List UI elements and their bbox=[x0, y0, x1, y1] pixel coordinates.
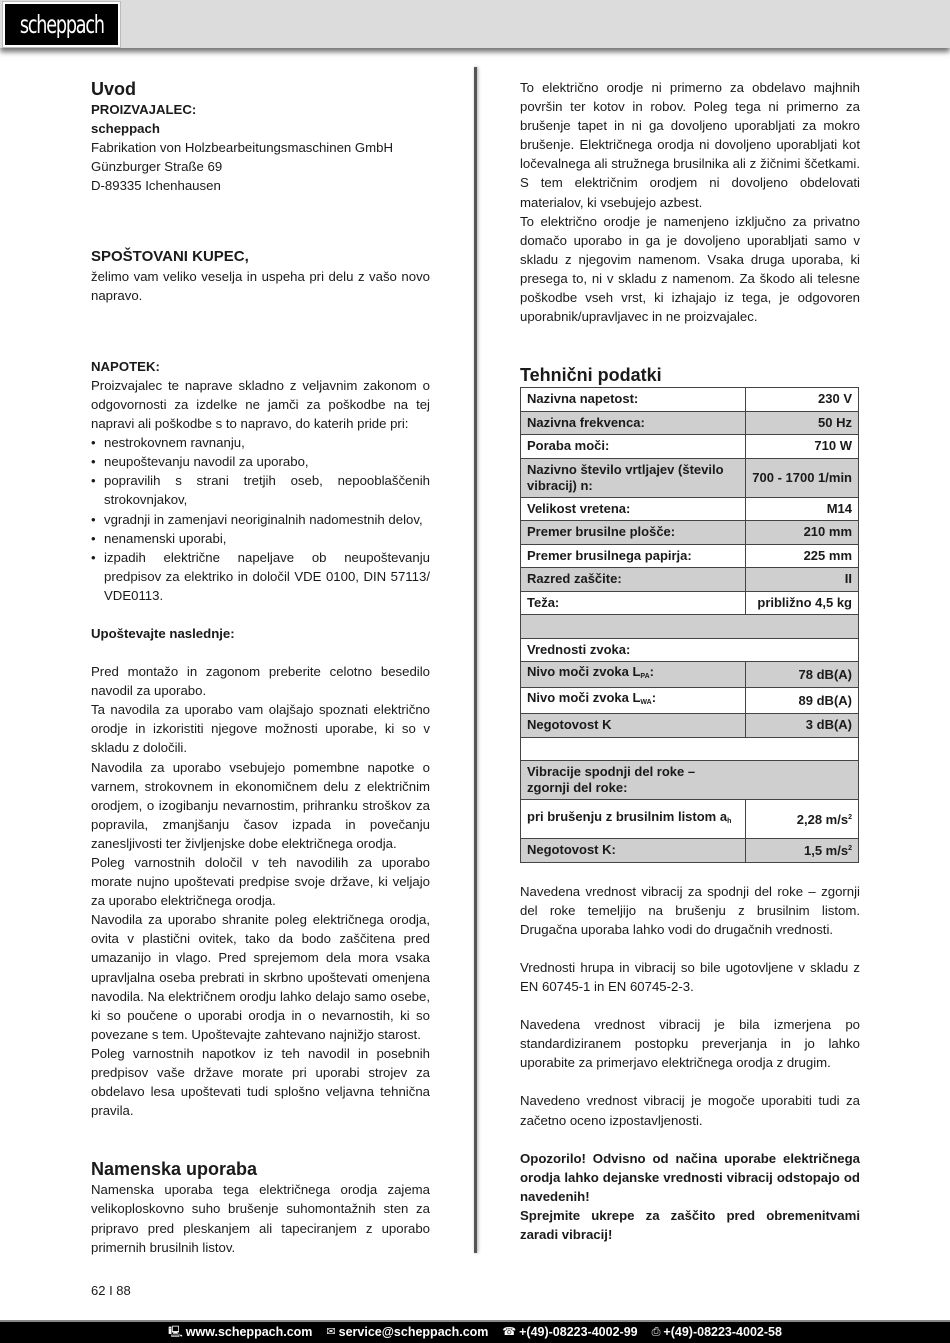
spec-row bbox=[521, 688, 859, 714]
spec-label: Nivo moči zvoka $L_{PA}$: bbox=[521, 662, 746, 688]
observe-paragraph: Pred montažo in zagonom preberite celotno besedilo navodil za uporabo. bbox=[91, 664, 430, 699]
vibration-heading: Vibracije spodnji del roke – zgornji del roke: bbox=[521, 761, 859, 800]
spec-row bbox=[521, 411, 859, 435]
footer-website[interactable] bbox=[168, 1323, 312, 1342]
spec-value: 700 - 1700 1/min bbox=[746, 458, 859, 497]
spec-label: Premer brusilnega papirja: bbox=[521, 544, 746, 568]
spec-label: Nazivno število vrtljajev (število vibracij) n: bbox=[521, 458, 746, 497]
spec-value: 225 mm bbox=[746, 544, 859, 568]
observe-paragraph: Poleg varnostnih določil v teh navodilih za uporabo morate nujno upoštevati predpise svoje države, ki veljajo za uporabo električnega orodja. bbox=[91, 855, 430, 909]
intro-title: Uvod bbox=[91, 79, 136, 99]
fax-icon: ⎙ bbox=[651, 1325, 661, 1338]
header-bar bbox=[0, 0, 950, 48]
sound-heading-row bbox=[521, 638, 859, 662]
vibration-heading-row bbox=[521, 761, 859, 800]
vibration-warning: Opozorilo! Odvisno od načina uporabe električnega orodja lahko dejanske vrednosti vibracij odstopajo od navedenih! bbox=[520, 1150, 860, 1204]
spec-value: 3 dB(A) bbox=[746, 714, 859, 738]
left-column bbox=[91, 78, 430, 1257]
observe-paragraph: Navodila za uporabo vsebujejo pomembne napotke o varnem, strokovnem in ekonomičnem delu z električnim orodjem, o izogibanju nevarnostim, prihranku stroškov za popravila, zmanjšanju časov izpada in povečanju zanesljivosti ter življenjske dobe električnega orodja. bbox=[91, 759, 430, 851]
spec-label: Nivo moči zvoka $L_{WA}$: bbox=[521, 688, 746, 714]
spec-value: približno 4,5 kg bbox=[746, 591, 859, 615]
column-divider bbox=[474, 67, 477, 1253]
address-line: Günzburger Straße 69 bbox=[91, 159, 223, 175]
spec-value: 230 V bbox=[746, 388, 859, 412]
customer-heading: SPOŠTOVANI KUPEC, bbox=[91, 248, 249, 266]
spec-row bbox=[521, 388, 859, 412]
spec-label: Nazivna napetost: bbox=[521, 388, 746, 412]
note-paragraph: Vrednosti hrupa in vibracij so bile ugotovljene v skladu z EN 60745-1 in EN 60745-2-3. bbox=[520, 960, 860, 995]
spec-value: 210 mm bbox=[746, 521, 859, 545]
computer-icon: 🖳 bbox=[168, 1325, 183, 1338]
spec-row bbox=[521, 544, 859, 568]
spacer-row bbox=[521, 737, 859, 761]
footer-fax bbox=[652, 1323, 782, 1342]
notice-heading: NAPOTEK: bbox=[91, 358, 160, 374]
spec-row bbox=[521, 800, 859, 839]
observe-paragraph: Poleg varnostnih napotkov iz teh navodil in posebnih predpisov vaše države morate pri uporabi strojev za obdelavo lesa upoštevati tudi splošno veljavna tehnična pravila. bbox=[91, 1045, 430, 1119]
spec-value: 710 W bbox=[746, 435, 859, 459]
vibration-warning-measures: Sprejmite ukrepe za zaščito pred obremenitvami zaradi vibracij! bbox=[520, 1207, 860, 1243]
spec-label: Teža: bbox=[521, 591, 746, 615]
notice-text: Proizvajalec te naprave skladno z veljavnim zakonom o odgovornosti za izdelke ne jamči za poškodbe na tej napravi ali poškodbe s to napravo, do katerih pride pri: bbox=[91, 377, 430, 432]
footer-email[interactable] bbox=[326, 1323, 488, 1342]
spec-label: Premer brusilne plošče: bbox=[521, 521, 746, 545]
list-item: • izpadih električne napeljave ob neupoštevanju predpisov za elektriko in določil VDE 0100, DIN 57113/ VDE0113. bbox=[91, 548, 430, 605]
spec-row bbox=[521, 458, 859, 497]
footer-bar bbox=[0, 1320, 950, 1343]
spec-label: Negotovost K bbox=[521, 714, 746, 738]
spec-label: Negotovost K: bbox=[521, 839, 746, 863]
spec-value: 89 dB(A) bbox=[746, 688, 859, 714]
website-link[interactable]: www.scheppach.com bbox=[185, 1324, 313, 1339]
use-paragraph: To električno orodje je namenjeno izključno za privatno domačo uporabo in ga je dovoljeno uporabljati samo v skladu z njegovim namenom. Vsaka druga uporaba, ki presega to, ni v skladu z namenom. Za škodo ali telesne poškodbe vseh vrst, ki izhajajo iz tega, je odgovoren uporabnik/upravljavec in ne proizvajalec. bbox=[520, 213, 860, 325]
page-number: 62 I 88 bbox=[91, 1283, 131, 1298]
spec-row bbox=[521, 435, 859, 459]
address-line: D-89335 Ichenhausen bbox=[91, 178, 221, 194]
phone-icon: ☎ bbox=[502, 1325, 517, 1338]
footer-phone bbox=[502, 1323, 637, 1342]
email-link[interactable]: service@scheppach.com bbox=[338, 1324, 489, 1339]
tech-spec-table bbox=[520, 387, 859, 863]
spec-row bbox=[521, 714, 859, 738]
spec-row bbox=[521, 591, 859, 615]
list-item: • popravilih s strani tretjih oseb, nepooblaščenih strokovnjakov, bbox=[91, 471, 430, 509]
spec-value: 1,5 $m/s^2$ bbox=[746, 839, 859, 863]
spec-label: Razred zaščite: bbox=[521, 568, 746, 592]
manufacturer-name: scheppach bbox=[91, 121, 160, 137]
scheppach-logo bbox=[3, 2, 120, 47]
fax-number: +(49)-08223-4002-58 bbox=[663, 1324, 782, 1339]
spec-row bbox=[521, 521, 859, 545]
spec-label: Poraba moči: bbox=[521, 435, 746, 459]
intended-use-title: Namenska uporaba bbox=[91, 1159, 258, 1180]
observe-paragraph: Ta navodila za uporabo vam olajšajo spoznati električno orodje in izkoristiti njegove možnosti uporabe, ki so v skladu z določili. bbox=[91, 702, 430, 756]
phone-number: +(49)-08223-4002-99 bbox=[519, 1324, 638, 1339]
spec-value: II bbox=[746, 568, 859, 592]
spec-row bbox=[521, 839, 859, 863]
mail-icon: ✉ bbox=[326, 1325, 336, 1338]
use-paragraph: To električno orodje ni primerno za obdelavo majhnih površin ter kotov in robov. Poleg tega ni primerno za brušenje tapet in ni ga dovoljeno uporabljati za mokro brušenje. Električnega orodja ni dovoljeno uporabljati kot ločevalnega ali stružnega brusilnika ali z žičnimi ščetkami. S tem električnim orodjem ni dovoljeno obdelovati materialov, ki vsebujejo azbest. bbox=[520, 80, 860, 210]
right-column bbox=[520, 78, 860, 1244]
list-item: • neupoštevanju navodil za uporabo, bbox=[91, 452, 430, 471]
spec-value: 78 dB(A) bbox=[746, 662, 859, 688]
spacer-row bbox=[521, 615, 859, 639]
list-item: • nenamenski uporabi, bbox=[91, 529, 430, 548]
customer-text: želimo vam veliko veselja in uspeha pri delu z vašo novo napravo. bbox=[91, 268, 430, 303]
logo-text: scheppach bbox=[19, 9, 104, 39]
spec-label: Nazivna frekvenca: bbox=[521, 411, 746, 435]
manufacturer-label: PROIZVAJALEC: bbox=[91, 102, 197, 117]
spec-label: Velikost vretena: bbox=[521, 497, 746, 521]
tech-title: Tehnični podatki bbox=[520, 365, 662, 386]
note-paragraph: Navedena vrednost vibracij je bila izmerjena po standardiziranem postopku preverjanja in jo lahko uporabite za primerjavo električnega orodja z drugim. bbox=[520, 1017, 860, 1071]
spec-value: 50 Hz bbox=[746, 411, 859, 435]
notice-list bbox=[91, 433, 430, 605]
note-paragraph: Navedena vrednost vibracij za spodnji del roke – zgornji del roke temeljijo na brušenju z brusilnim listom. Drugačna uporaba lahko vodi do drugačnih vrednosti. bbox=[520, 883, 860, 937]
list-item: • vgradnji in zamenjavi neoriginalnih nadomestnih delov, bbox=[91, 510, 430, 529]
spec-row bbox=[521, 497, 859, 521]
spec-row bbox=[521, 662, 859, 688]
spec-value: M14 bbox=[746, 497, 859, 521]
spec-row bbox=[521, 568, 859, 592]
spec-value: 2,28 $m/s^2$ bbox=[746, 800, 859, 839]
sound-heading: Vrednosti zvoka: bbox=[521, 638, 859, 662]
note-paragraph: Navedeno vrednost vibracij je mogoče uporabiti tudi za začetno oceno izpostavljenosti. bbox=[520, 1093, 860, 1128]
intended-use-text: Namenska uporaba tega električnega orodja zajema velikoploskovno suho brušenje suhomontažnih sten za pripravo pred pleskanjem ali tapeciranjem z uporabo primernih brusilnih listov. bbox=[91, 1182, 430, 1255]
address-line: Fabrikation von Holzbearbeitungsmaschinen GmbH bbox=[91, 140, 393, 156]
spec-label: pri brušenju z brusilnim listom $a_h$ bbox=[521, 800, 746, 839]
observe-heading: Upoštevajte naslednje: bbox=[91, 625, 235, 641]
list-item: • nestrokovnem ravnanju, bbox=[91, 433, 430, 452]
observe-paragraph: Navodila za uporabo shranite poleg električnega orodja, ovita v plastični ovitek, tako da bodo zaščitena pred umazanijo in vlago. Pred sprejemom dela mora vsaka upravljalna oseba prebrati in skrbno upoštevati omenjena navodila. Na električnem orodju lahko delajo samo osebe, ki so poučene o uporabi orodja in o nevarnostih, ki so povezane s tem. Upoštevajte zahtevano najnižjo starost. bbox=[91, 912, 430, 1042]
